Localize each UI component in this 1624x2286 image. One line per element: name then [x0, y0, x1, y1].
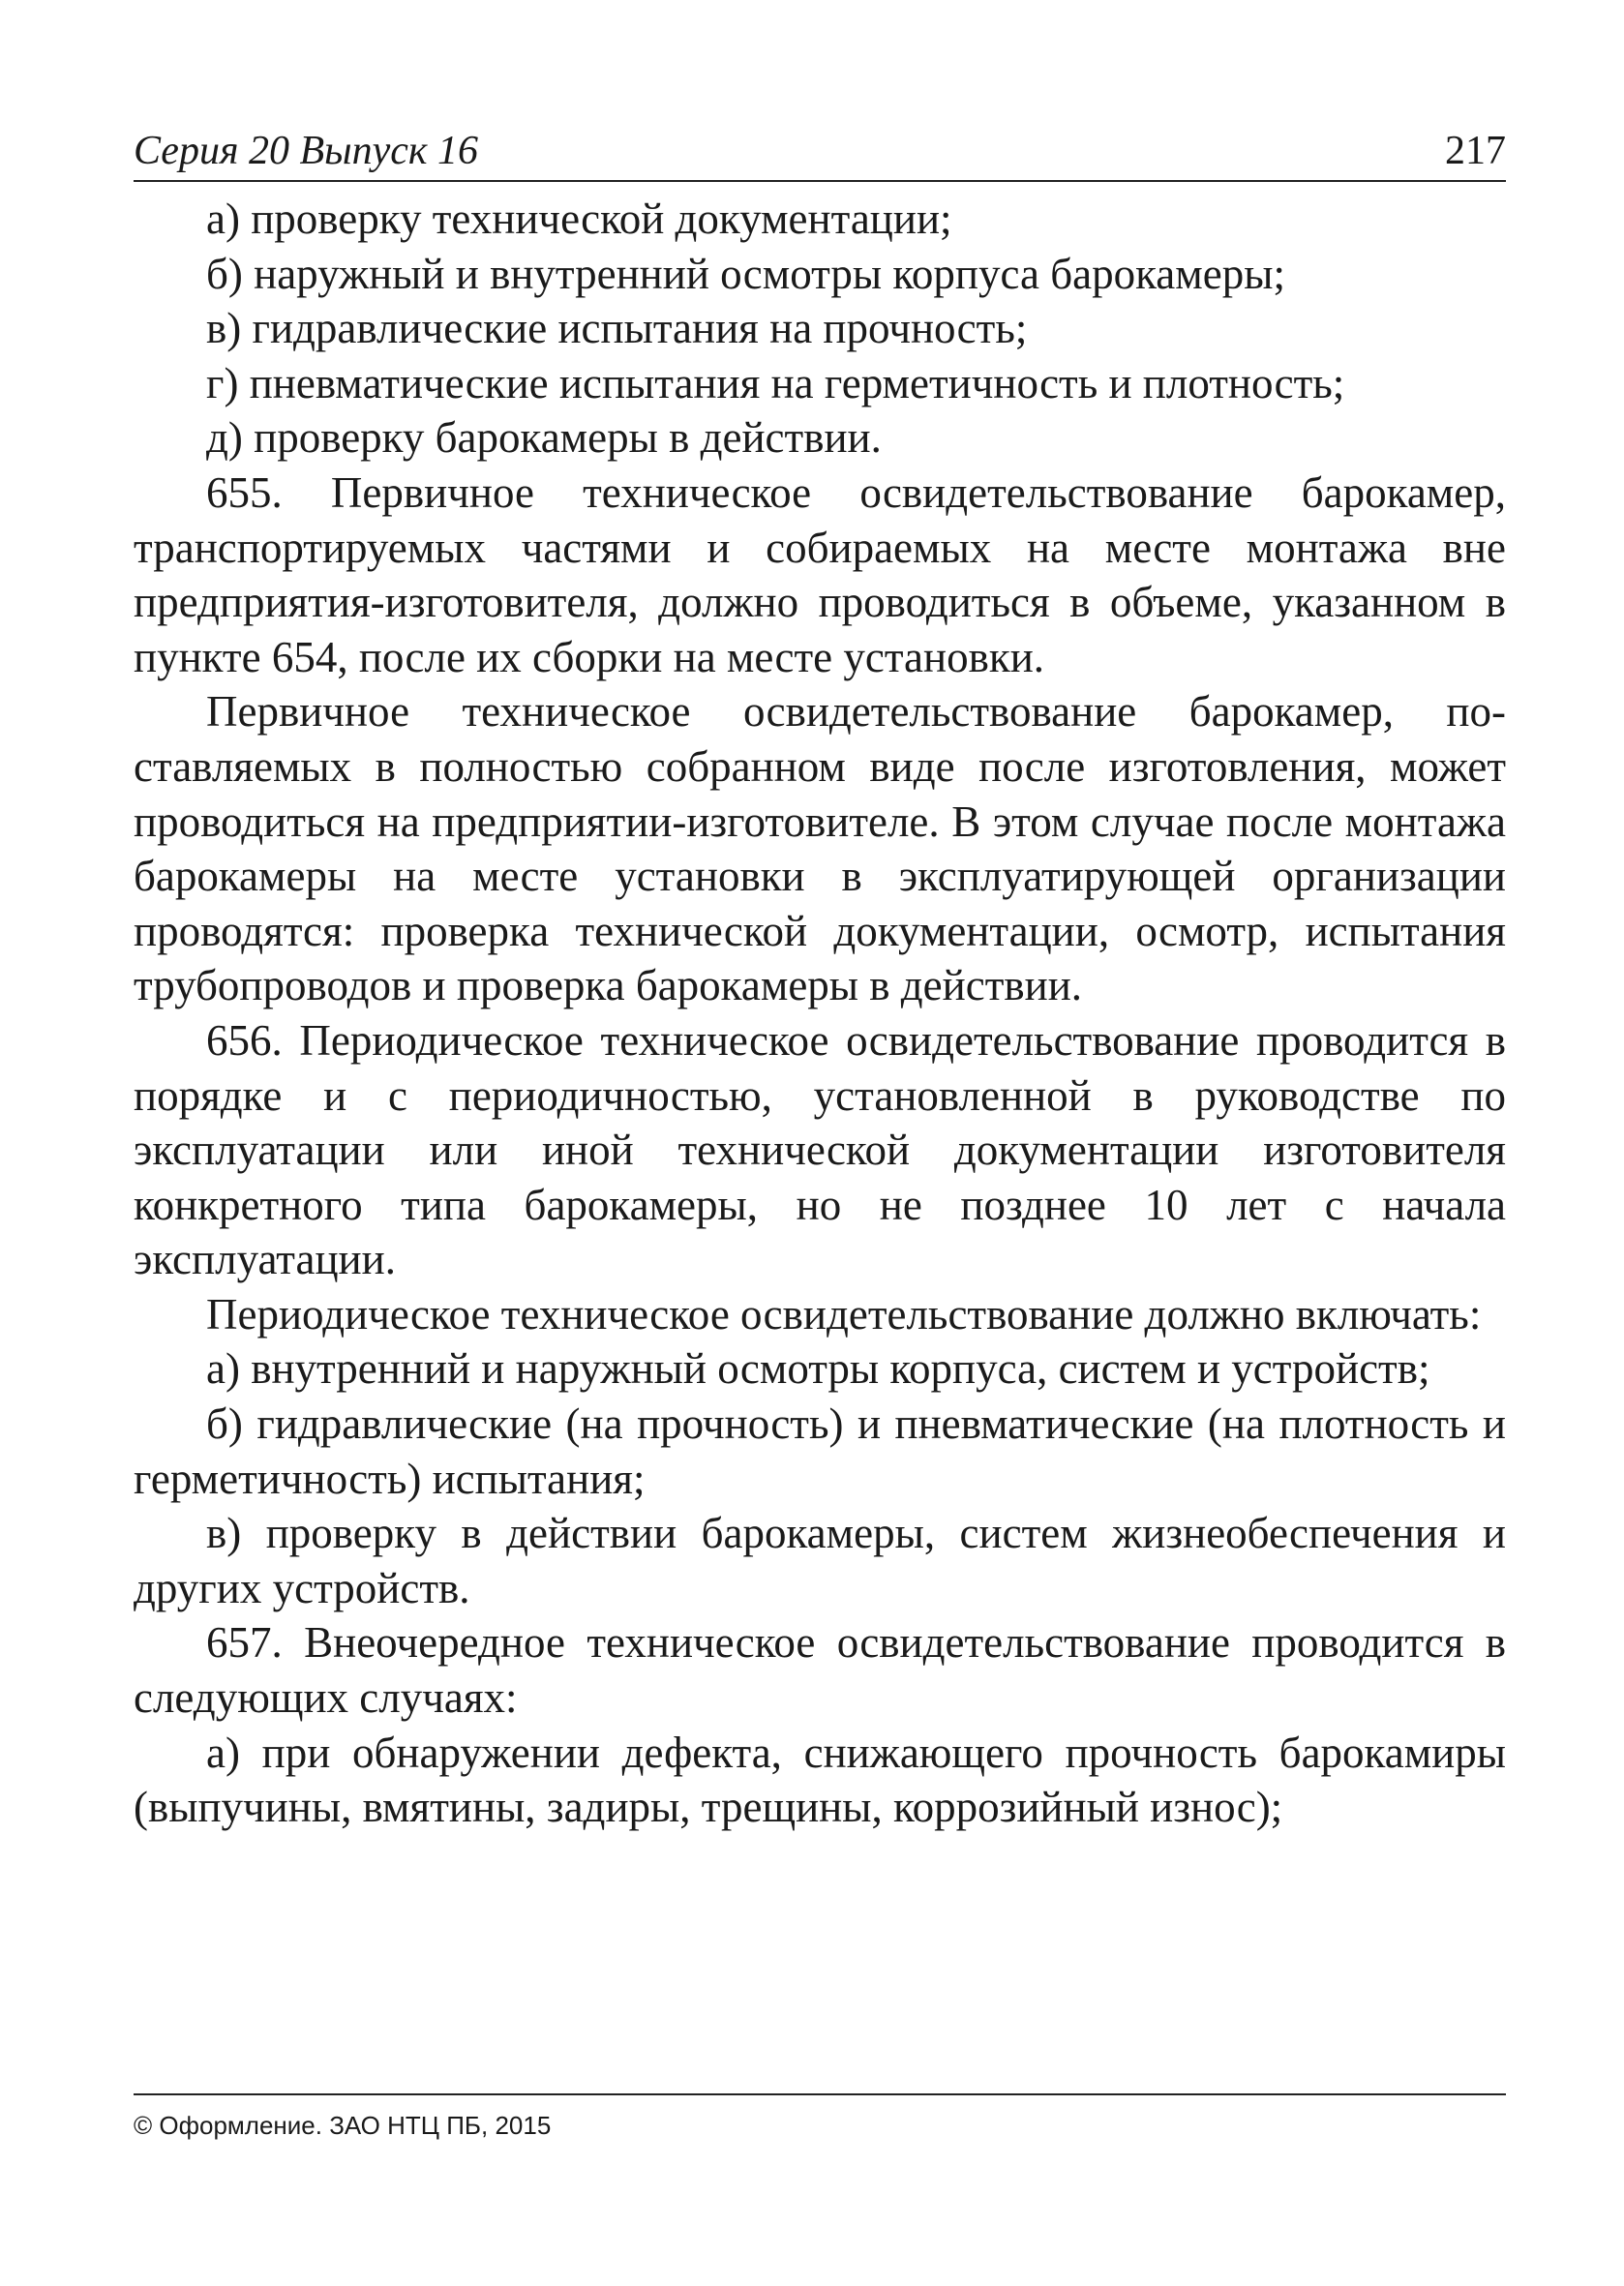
paragraph-655: 655. Первичное техническое освидетельствование барокамер, транспортируемых частями и собираемых на месте монтажа вне предприятия-изготовителя, должно проводиться в объеме, указанном в пункте 654, после их сборки на месте установки. — [134, 467, 1506, 681]
list-item-a: а) внутренний и наружный осмотры корпуса, систем и устройств; — [206, 1344, 1430, 1394]
list-item-b: б) наружный и внутренний осмотры корпуса барокамеры; — [206, 249, 1285, 298]
list-item-a: а) при обнаружении дефекта, снижающего прочность барокамиры (выпучины, вмятины, задиры, трещины, коррозийный износ); — [134, 1728, 1506, 1832]
paragraph-657: 657. Внеочередное техническое освидетельствование проводится в следующих случаях: — [134, 1618, 1506, 1723]
series-title: Серия 20 Выпуск 16 — [134, 129, 478, 173]
paragraph-656-continued: Периодическое техническое освидетельствование должно включать: — [206, 1289, 1482, 1339]
list-item-v: в) гидравлические испытания на прочность; — [206, 304, 1028, 353]
paragraph-655-continued: Первичное техническое освидетельствование барокамер, поставляемых в полностью собранном виде после изготовления, может проводиться на предприятии-изготовителе. В этом случае после монтажа барокамеры на месте установки в эксплуатирующей организации проводятся: проверка технической документации, осмотр, испытания трубопроводов и проверка барокамеры в действии. — [134, 687, 1506, 1010]
list-item-v: в) проверку в действии барокамеры, систем жизнеобеспечения и других устройств. — [134, 1509, 1506, 1612]
list-item-d: д) проверку барокамеры в действии. — [206, 413, 882, 463]
list-item-b: б) гидравлические (на прочность) и пневматические (на плотность и герметичность) испытания; — [134, 1399, 1506, 1503]
page — [134, 124, 1506, 1835]
footer-copyright: © Оформление. ЗАО НТЦ ПБ, 2015 — [134, 2111, 552, 2140]
footer-rule — [134, 2093, 1506, 2095]
page-number: 217 — [1445, 129, 1506, 173]
body-text — [134, 192, 1506, 1835]
running-head — [134, 124, 1506, 182]
list-item-a: а) проверку технической документации; — [206, 195, 952, 243]
list-item-g: г) пневматические испытания на герметичность и плотность; — [206, 358, 1345, 407]
paragraph-656: 656. Периодическое техническое освидетельствование проводится в порядке и с периодичностью, установленной в руководстве по эксплуатации или иной технической документации изготовителя конкретного типа барокамеры, но не позднее 10 лет с начала эксплуатации. — [134, 1015, 1506, 1284]
